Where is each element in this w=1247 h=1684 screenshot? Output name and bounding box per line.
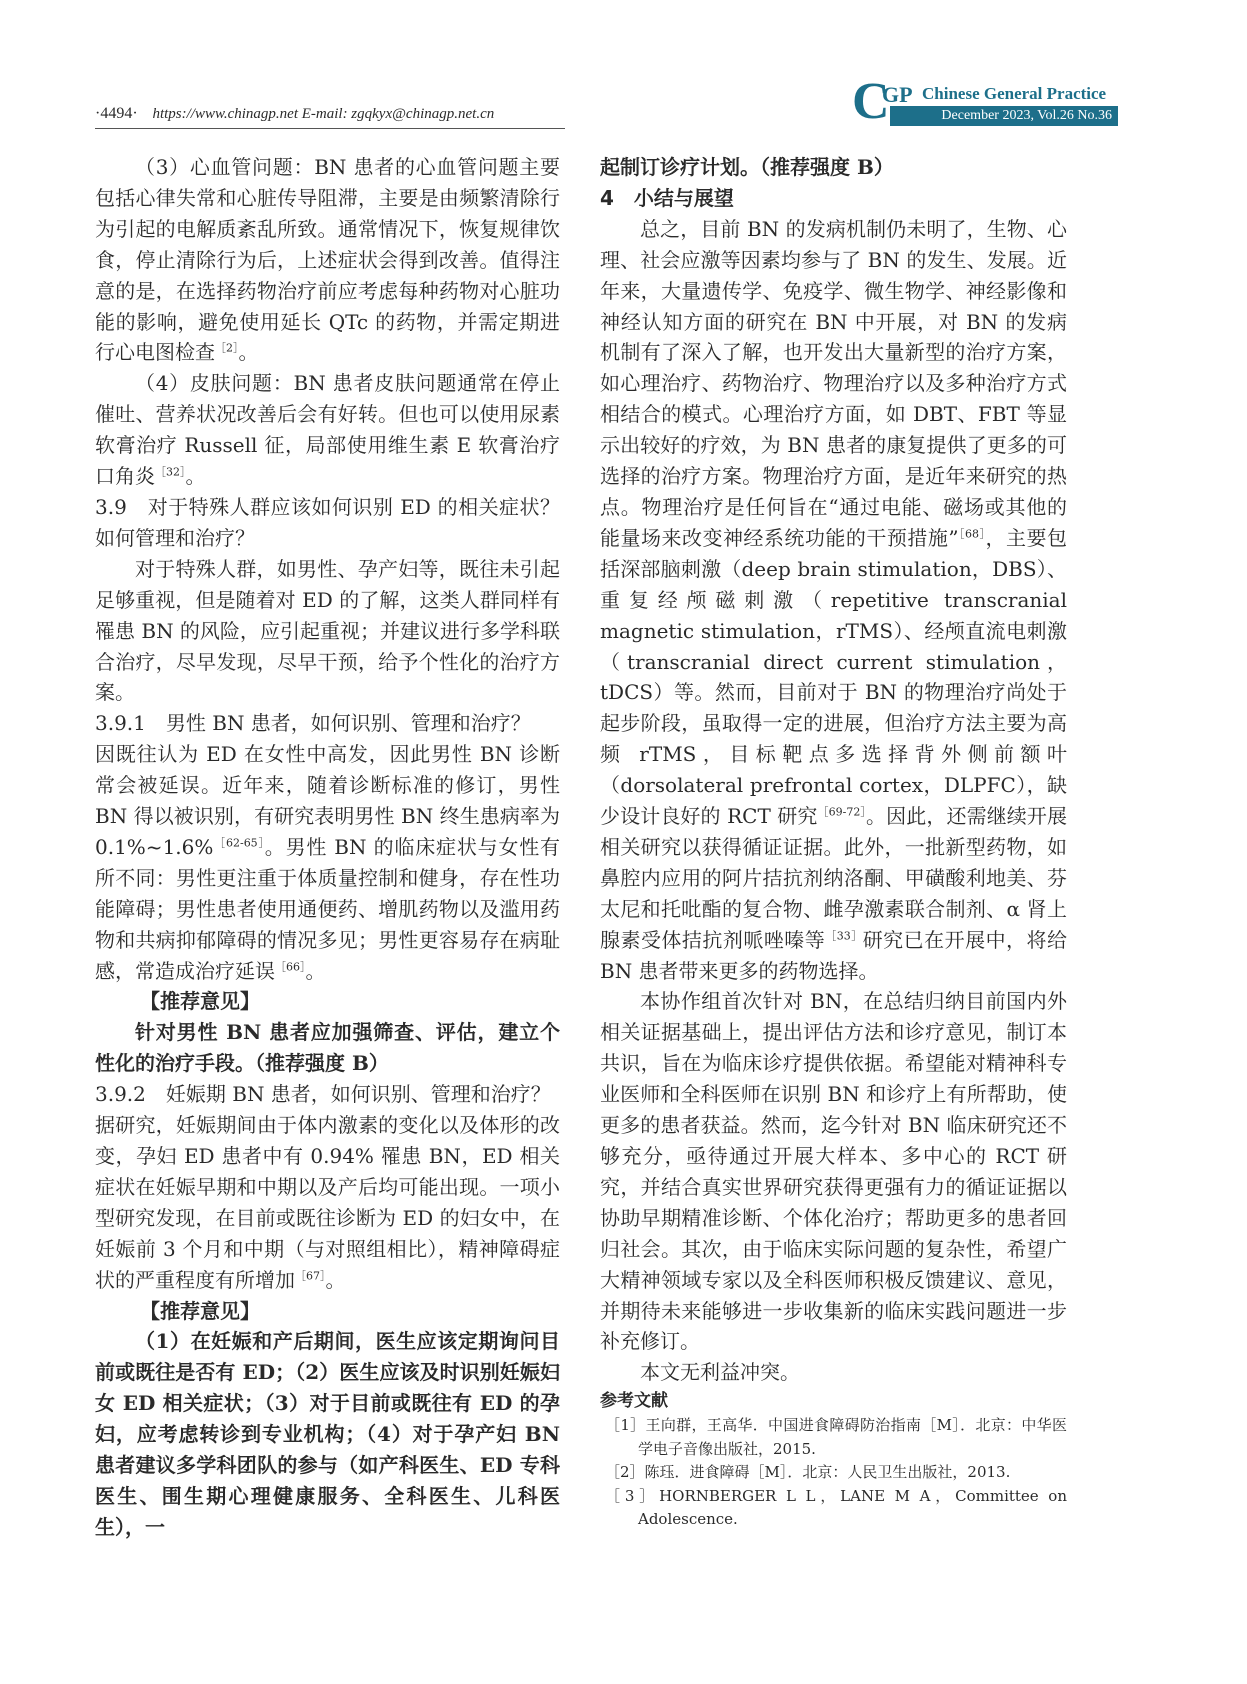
- citation[interactable]: ［68］: [958, 527, 986, 541]
- left-column: [95, 152, 560, 1543]
- paragraph-male-bn: 因既往认为 ED 在女性中高发，因此男性 BN 诊断常会被延误。近年来，随着诊断标准的修订，男性 BN 得以被识别，有研究表明男性 BN 终生患病率为 0.1%~1.6%$^{[62-65]}$。男性 BN 的临床症状与女性有所不同：男性更注重于体质量控制和健身，存在性功能障碍；男性患者使用通便药、增肌药物以及滥用药物和共病抑郁障碍的情况多见；男性更容易存在病耻感，常造成治疗延误$^{[66]}$。: [95, 742, 560, 983]
- right-column: [600, 152, 1067, 1532]
- section-heading-3-9-2: 3.9.2 妊娠期 BN 患者，如何识别、管理和治疗？: [95, 1082, 551, 1107]
- paragraph-pregnancy-bn: 据研究，妊娠期间由于体内激素的变化以及体形的改变，孕妇 ED 患者中有 0.94% 罹患 BN，ED 相关症状在妊娠早期和中期以及产后均可能出现。一项小型研究发现，在目前或既往诊断为 ED 的妇女中，在妊娠前 3 个月和中期（与对照组相比），精神障碍症状的严重程度有所增加$^{[67]}$。: [95, 1113, 560, 1292]
- conflict-of-interest: 本文无利益冲突。: [640, 1360, 800, 1385]
- section-heading-4: 4 小结与展望: [600, 185, 734, 210]
- references-heading: 参考文献: [600, 1391, 668, 1412]
- recommendation-continued: 起制订诊疗计划。（推荐强度 B）: [600, 155, 894, 179]
- logo-mark: C: [852, 73, 890, 130]
- running-header: [95, 104, 494, 123]
- citation[interactable]: ［32］: [155, 465, 186, 479]
- header-url[interactable]: https://www.chinagp.net E-mail: zgqkyx@chinagp.net.cn: [152, 106, 495, 122]
- logo-gp: GP: [882, 82, 913, 107]
- recommendation-heading: 【推荐意见】: [140, 989, 260, 1014]
- citation[interactable]: ［62-65］: [213, 836, 265, 850]
- page-number: ·4494·: [95, 105, 138, 122]
- reference-item: ［1］王向群，王高华．中国进食障碍防治指南［M］．北京：中华医学电子音像出版社，2015.: [605, 1416, 1067, 1458]
- issue-info: December 2023, Vol.26 No.36: [890, 106, 1118, 126]
- paragraph-special-populations: 对于特殊人群，如男性、孕产妇等，既往未引起足够重视，但是随着对 ED 的了解，这类人群同样有罹患 BN 的风险，应引起重视；并建议进行多学科联合治疗，尽早发现，尽早干预，给予个性化的治疗方案。: [95, 556, 560, 705]
- journal-logo: [852, 73, 1152, 130]
- citation[interactable]: ［2］: [215, 341, 239, 355]
- paragraph-summary: 总之，目前 BN 的发病机制仍未明了，生物、心理、社会应激等因素均参与了 BN 的发生、发展。近年来，大量遗传学、免疫学、微生物学、神经影像和神经认知方面的研究在 BN 中开展，对 BN 的发病机制有了深入了解，也开发出大量新型的治疗方案，如心理治疗、药物治疗、物理治疗以及多种治疗方式相结合的模式。心理治疗方面，如 DBT、FBT 等显示出较好的疗效，为 BN 患者的康复提供了更多的可选择的治疗方案。物理治疗方面，是近年来研究的热点。物理治疗是任何旨在“通过电能、磁场或其他的能量场来改变神经系统功能的干预措施”$^{[68]}$，主要包括深部脑刺激（deep brain stimulation，DBS）、重复经颅磁刺激（repetitive transcranial magnetic stimulation，rTMS）、经颅直流电刺激（transcranial direct current stimulation，tDCS）等。然而，目前对于 BN 的物理治疗尚处于起步阶段，虽取得一定的进展，但治疗方法主要为高频 rTMS，目标靶点多选择背外侧前额叶（dorsolateral prefrontal cortex，DLPFC），缺少设计良好的 RCT 研究$^{[69-72]}$。因此，还需继续开展相关研究以获得循证证据。此外，一批新型药物，如鼻腔内应用的阿片拮抗剂纳洛酮、甲磺酸利地美、芬太尼和托吡酯的复合物、雌孕激素联合制剂、α 肾上腺素受体拮抗剂哌唑嗪等$^{[33]}$研究已在开展中，将给 BN 患者带来更多的药物选择。: [600, 216, 1068, 983]
- citation[interactable]: ［67］: [295, 1268, 326, 1282]
- paragraph-skin: （4）皮肤问题：BN 患者皮肤问题通常在停止催吐、营养状况改善后会有好转。但也可以使用尿素软膏治疗 Russell 征，局部使用维生素 E 软膏治疗口角炎$^{[32]}$。: [95, 371, 560, 489]
- recommendation-heading: 【推荐意见】: [140, 1298, 260, 1323]
- paragraph-cardiovascular: （3）心血管问题：BN 患者的心血管问题主要包括心律失常和心脏传导阻滞，主要是由频繁清除行为引起的电解质紊乱所致。通常情况下，恢复规律饮食，停止清除行为后，上述症状会得到改善。值得注意的是，在选择药物治疗前应考虑每种药物对心脏功能的影响，避免使用延长 QTc 的药物，并需定期进行心电图检查$^{[2]}$。: [95, 155, 560, 365]
- citation[interactable]: ［66］: [275, 959, 306, 973]
- section-heading-3-9-1: 3.9.1 男性 BN 患者，如何识别、管理和治疗？: [95, 711, 531, 736]
- recommendation-pregnancy: （1）在妊娠和产后期间，医生应该定期询问目前或既往是否有 ED；（2）医生应该及时识别妊娠妇女 ED 相关症状；（3）对于目前或既往有 ED 的孕妇，应考虑转诊到专业机构；（4）对于孕产妇 BN 患者建议多学科团队的参与（如产科医生、ED 专科医生、围生期心理健康服务、全科医生、儿科医生），一: [95, 1329, 560, 1539]
- citation[interactable]: ［33］: [825, 929, 863, 942]
- header-rule: [95, 128, 565, 129]
- recommendation-male: 针对男性 BN 患者应加强筛查、评估，建立个性化的治疗手段。（推荐强度 B）: [95, 1020, 560, 1076]
- citation[interactable]: ［69-72］: [817, 805, 867, 819]
- paragraph-outlook: 本协作组首次针对 BN，在总结归纳目前国内外相关证据基础上，提出评估方法和诊疗意见，制订本共识，旨在为临床诊疗提供依据。希望能对精神科专业医师和全科医师在识别 BN 和诊疗上有所帮助，使更多的患者获益。然而，迄今针对 BN 临床研究还不够充分，亟待通过开展大样本、多中心的 RCT 研究，并结合真实世界研究获得更强有力的循证证据以协助早期精准诊断、个体化治疗；帮助更多的患者回归社会。其次，由于临床实际问题的复杂性，希望广大精神领域专家以及全科医师积极反馈建议、意见，并期待未来能够进一步收集新的临床实践问题进一步补充修订。: [600, 989, 1067, 1354]
- journal-title: Chinese General Practice: [922, 84, 1107, 103]
- reference-item: ［2］陈珏．进食障碍［M］．北京：人民卫生出版社，2013.: [605, 1463, 1011, 1482]
- reference-item: ［3］HORNBERGER L L，LANE M A，Committee on Adolescence.: [605, 1486, 1067, 1529]
- section-heading-3-9: 3.9 对于特殊人群应该如何识别 ED 的相关症状？如何管理和治疗？: [95, 494, 560, 550]
